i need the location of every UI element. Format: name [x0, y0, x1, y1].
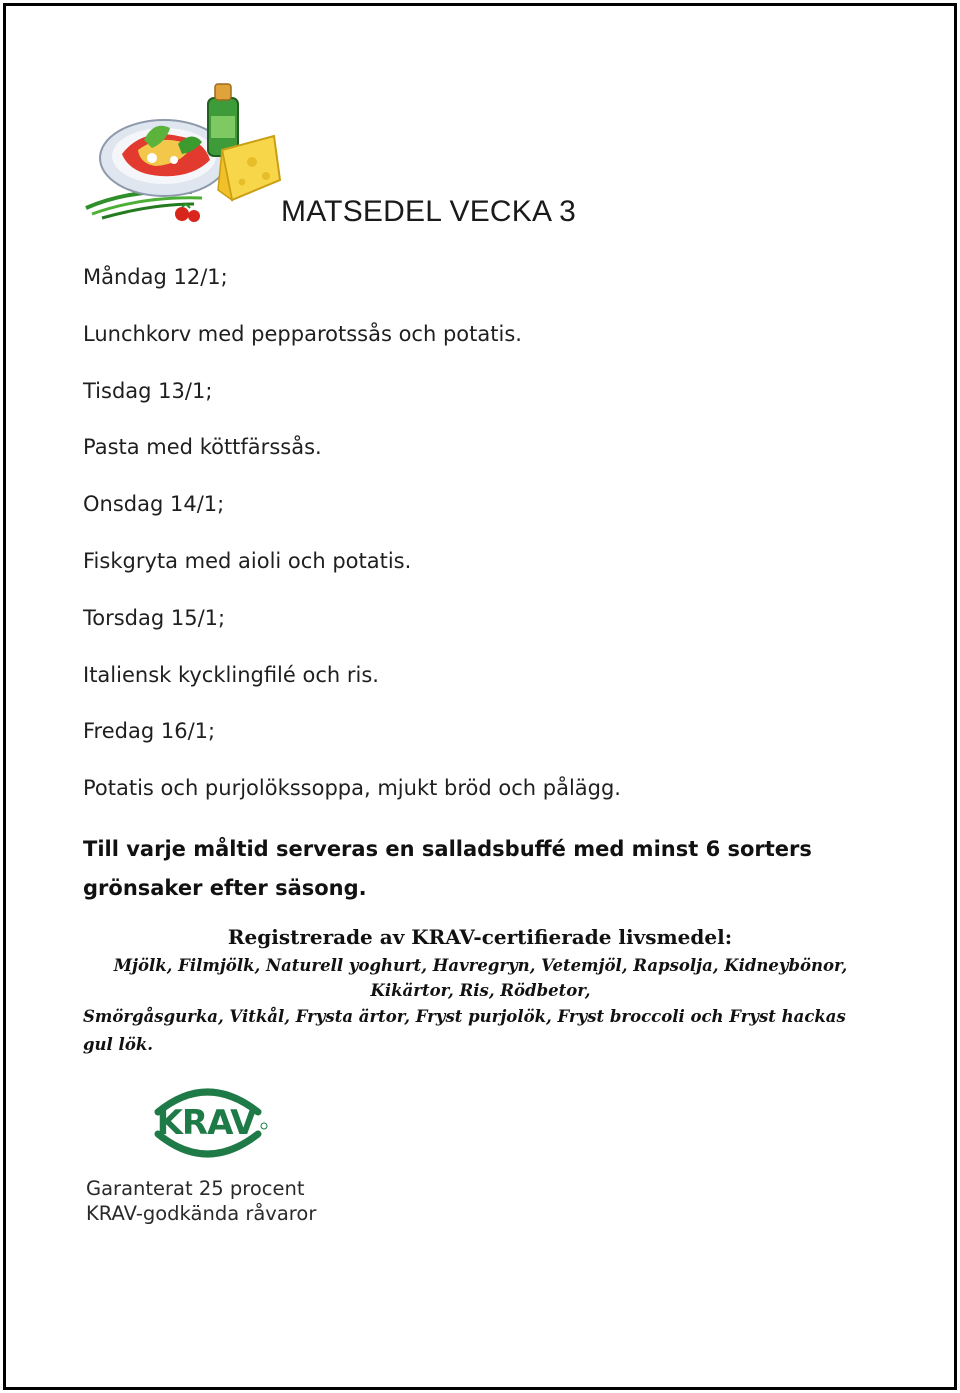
- menu-dish: Pasta med köttfärssås.: [83, 435, 322, 460]
- menu-day: Onsdag 14/1;: [83, 492, 225, 517]
- salad-buffet-note: Till varje måltid serveras en salladsbuffé med minst 6 sorters grönsaker efter säsong.: [83, 837, 812, 900]
- krav-tagline-line: KRAV-godkända råvaror: [86, 1202, 317, 1225]
- krav-tagline: [86, 1176, 346, 1226]
- krav-logo-text: KRAV: [156, 1103, 256, 1143]
- weekly-menu: [83, 262, 883, 830]
- food-plate-cheese-oil-icon: [82, 80, 282, 230]
- page-title: MATSEDEL VECKA 3: [281, 195, 576, 228]
- krav-items-line: Kikärtor, Ris, Rödbetor,: [370, 981, 591, 1000]
- menu-dish: Fiskgryta med aioli och potatis.: [83, 548, 412, 573]
- krav-logo-icon: [140, 1078, 275, 1162]
- menu-day: Måndag 12/1;: [83, 265, 228, 289]
- menu-day: Torsdag 15/1;: [83, 605, 226, 630]
- krav-heading: Registrerade av KRAV-certifierade livsmedel:: [227, 925, 733, 949]
- menu-dish: Lunchkorv med pepparotssås och potatis.: [83, 321, 522, 346]
- menu-day: Fredag 16/1;: [83, 719, 216, 744]
- krav-items-line: Mjölk, Filmjölk, Naturell yoghurt, Havregryn, Vetemjöl, Rapsolja, Kidneybönor,: [113, 956, 848, 975]
- menu-day: Tisdag 13/1;: [83, 378, 213, 403]
- krav-items-line: Smörgåsgurka, Vitkål, Frysta ärtor, Fryst purjolök, Fryst broccoli och Fryst hackas gul lök.: [83, 1007, 846, 1054]
- menu-dish: Italiensk kycklingfilé och ris.: [83, 662, 379, 687]
- menu-dish: Potatis och purjolökssoppa, mjukt bröd och pålägg.: [83, 776, 621, 801]
- krav-tagline-line: Garanterat 25 procent: [86, 1177, 305, 1200]
- krav-ingredient-list: [83, 953, 878, 1059]
